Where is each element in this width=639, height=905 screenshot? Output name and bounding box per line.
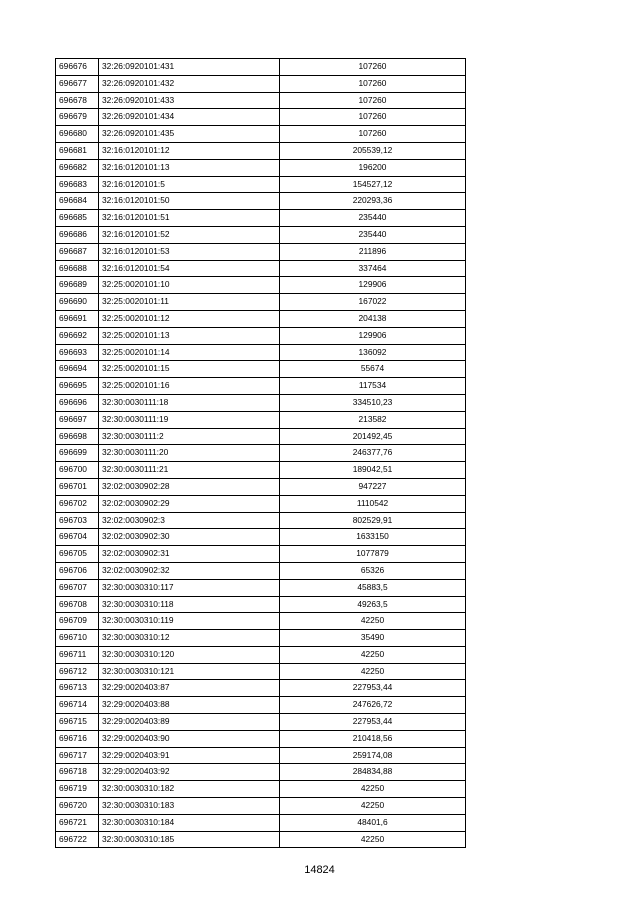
cadastral-number-cell: 32:29:0020403:91 <box>99 747 280 764</box>
cadastral-number-cell: 32:02:0030902:30 <box>99 529 280 546</box>
cadastral-value-cell: 1077879 <box>280 546 466 563</box>
table-row <box>56 243 466 260</box>
cadastral-number-cell: 32:02:0030902:3 <box>99 512 280 529</box>
cadastral-number-cell: 32:30:0030310:121 <box>99 663 280 680</box>
cadastral-number-cell: 32:16:0120101:5 <box>99 176 280 193</box>
cadastral-number-cell: 32:16:0120101:52 <box>99 226 280 243</box>
table-row <box>56 294 466 311</box>
cadastral-value-cell: 204138 <box>280 310 466 327</box>
cadastral-value-cell: 247626,72 <box>280 697 466 714</box>
cadastral-value-cell: 42250 <box>280 831 466 848</box>
cadastral-value-cell: 227953,44 <box>280 680 466 697</box>
row-id-cell: 696685 <box>56 210 99 227</box>
table-row <box>56 764 466 781</box>
cadastral-value-cell: 1633150 <box>280 529 466 546</box>
row-id-cell: 696718 <box>56 764 99 781</box>
cadastral-number-cell: 32:30:0030310:185 <box>99 831 280 848</box>
table-row <box>56 277 466 294</box>
cadastral-value-cell: 49263,5 <box>280 596 466 613</box>
table-row <box>56 613 466 630</box>
cadastral-number-cell: 32:25:0020101:15 <box>99 361 280 378</box>
row-id-cell: 696702 <box>56 495 99 512</box>
cadastral-value-cell: 107260 <box>280 92 466 109</box>
cadastral-number-cell: 32:26:0920101:434 <box>99 109 280 126</box>
cadastral-number-cell: 32:30:0030310:117 <box>99 579 280 596</box>
row-id-cell: 696705 <box>56 546 99 563</box>
cadastral-value-cell: 42250 <box>280 798 466 815</box>
table-row <box>56 512 466 529</box>
row-id-cell: 696722 <box>56 831 99 848</box>
cadastral-value-cell: 259174,08 <box>280 747 466 764</box>
table-row <box>56 260 466 277</box>
cadastral-value-cell: 211896 <box>280 243 466 260</box>
cadastral-value-cell: 129906 <box>280 277 466 294</box>
cadastral-value-cell: 35490 <box>280 630 466 647</box>
row-id-cell: 696719 <box>56 781 99 798</box>
row-id-cell: 696708 <box>56 596 99 613</box>
cadastral-number-cell: 32:30:0030310:118 <box>99 596 280 613</box>
row-id-cell: 696684 <box>56 193 99 210</box>
table-row <box>56 529 466 546</box>
cadastral-number-cell: 32:30:0030111:20 <box>99 445 280 462</box>
row-id-cell: 696721 <box>56 814 99 831</box>
cadastral-value-cell: 107260 <box>280 126 466 143</box>
cadastral-value-cell: 220293,36 <box>280 193 466 210</box>
cadastral-value-cell: 136092 <box>280 344 466 361</box>
cadastral-number-cell: 32:25:0020101:13 <box>99 327 280 344</box>
table-row <box>56 646 466 663</box>
row-id-cell: 696679 <box>56 109 99 126</box>
cadastral-value-cell: 129906 <box>280 327 466 344</box>
cadastral-number-cell: 32:02:0030902:29 <box>99 495 280 512</box>
cadastral-value-cell: 107260 <box>280 59 466 76</box>
row-id-cell: 696715 <box>56 714 99 731</box>
table-row <box>56 663 466 680</box>
cadastral-number-cell: 32:30:0030310:12 <box>99 630 280 647</box>
row-id-cell: 696710 <box>56 630 99 647</box>
cadastral-number-cell: 32:16:0120101:13 <box>99 159 280 176</box>
table-row <box>56 781 466 798</box>
cadastral-value-cell: 42250 <box>280 613 466 630</box>
row-id-cell: 696703 <box>56 512 99 529</box>
row-id-cell: 696699 <box>56 445 99 462</box>
table-row <box>56 344 466 361</box>
table-row <box>56 159 466 176</box>
cadastral-number-cell: 32:25:0020101:12 <box>99 310 280 327</box>
cadastral-number-cell: 32:30:0030310:184 <box>99 814 280 831</box>
row-id-cell: 696691 <box>56 310 99 327</box>
row-id-cell: 696717 <box>56 747 99 764</box>
row-id-cell: 696680 <box>56 126 99 143</box>
table-row <box>56 462 466 479</box>
table-row <box>56 546 466 563</box>
row-id-cell: 696681 <box>56 142 99 159</box>
table-row <box>56 495 466 512</box>
table-row <box>56 126 466 143</box>
row-id-cell: 696720 <box>56 798 99 815</box>
row-id-cell: 696711 <box>56 646 99 663</box>
table-row <box>56 478 466 495</box>
row-id-cell: 696677 <box>56 75 99 92</box>
cadastral-value-cell: 205539,12 <box>280 142 466 159</box>
table-row <box>56 361 466 378</box>
row-id-cell: 696687 <box>56 243 99 260</box>
table-row <box>56 59 466 76</box>
table-row <box>56 310 466 327</box>
cadastral-number-cell: 32:16:0120101:53 <box>99 243 280 260</box>
cadastral-value-cell: 802529,91 <box>280 512 466 529</box>
cadastral-number-cell: 32:02:0030902:28 <box>99 478 280 495</box>
cadastral-value-cell: 201492,45 <box>280 428 466 445</box>
cadastral-value-cell: 284834,88 <box>280 764 466 781</box>
cadastral-number-cell: 32:30:0030310:119 <box>99 613 280 630</box>
cadastral-value-cell: 334510,23 <box>280 394 466 411</box>
row-id-cell: 696701 <box>56 478 99 495</box>
table-row <box>56 445 466 462</box>
row-id-cell: 696706 <box>56 562 99 579</box>
cadastral-value-cell: 337464 <box>280 260 466 277</box>
cadastral-number-cell: 32:25:0020101:16 <box>99 378 280 395</box>
cadastral-number-cell: 32:26:0920101:431 <box>99 59 280 76</box>
cadastral-number-cell: 32:29:0020403:89 <box>99 714 280 731</box>
cadastral-value-cell: 947227 <box>280 478 466 495</box>
cadastral-value-cell: 117534 <box>280 378 466 395</box>
table-row <box>56 109 466 126</box>
cadastral-number-cell: 32:29:0020403:88 <box>99 697 280 714</box>
cadastral-value-cell: 235440 <box>280 226 466 243</box>
row-id-cell: 696689 <box>56 277 99 294</box>
cadastral-value-cell: 154527,12 <box>280 176 466 193</box>
table-row <box>56 142 466 159</box>
cadastral-value-cell: 210418,56 <box>280 730 466 747</box>
cadastral-value-cell: 227953,44 <box>280 714 466 731</box>
cadastral-number-cell: 32:29:0020403:87 <box>99 680 280 697</box>
cadastral-value-cell: 45883,5 <box>280 579 466 596</box>
cadastral-number-cell: 32:30:0030310:120 <box>99 646 280 663</box>
cadastral-value-cell: 48401,6 <box>280 814 466 831</box>
cadastral-number-cell: 32:26:0920101:433 <box>99 92 280 109</box>
cadastral-number-cell: 32:30:0030111:2 <box>99 428 280 445</box>
row-id-cell: 696682 <box>56 159 99 176</box>
cadastral-number-cell: 32:30:0030310:182 <box>99 781 280 798</box>
row-id-cell: 696692 <box>56 327 99 344</box>
table-row <box>56 814 466 831</box>
row-id-cell: 696716 <box>56 730 99 747</box>
cadastral-number-cell: 32:16:0120101:12 <box>99 142 280 159</box>
cadastral-number-cell: 32:25:0020101:14 <box>99 344 280 361</box>
cadastral-number-cell: 32:29:0020403:92 <box>99 764 280 781</box>
cadastral-number-cell: 32:25:0020101:11 <box>99 294 280 311</box>
table-row <box>56 411 466 428</box>
cadastral-number-cell: 32:30:0030111:19 <box>99 411 280 428</box>
table-row <box>56 697 466 714</box>
table-row <box>56 75 466 92</box>
row-id-cell: 696690 <box>56 294 99 311</box>
table-row <box>56 714 466 731</box>
row-id-cell: 696696 <box>56 394 99 411</box>
table-row <box>56 680 466 697</box>
row-id-cell: 696686 <box>56 226 99 243</box>
row-id-cell: 696688 <box>56 260 99 277</box>
table-row <box>56 562 466 579</box>
page-number: 14824 <box>304 864 335 876</box>
cadastral-value-table <box>55 58 466 848</box>
row-id-cell: 696704 <box>56 529 99 546</box>
table-row <box>56 210 466 227</box>
row-id-cell: 696693 <box>56 344 99 361</box>
cadastral-value-cell: 196200 <box>280 159 466 176</box>
table-row <box>56 579 466 596</box>
row-id-cell: 696700 <box>56 462 99 479</box>
row-id-cell: 696712 <box>56 663 99 680</box>
table-row <box>56 428 466 445</box>
table-row <box>56 226 466 243</box>
cadastral-number-cell: 32:02:0030902:31 <box>99 546 280 563</box>
row-id-cell: 696676 <box>56 59 99 76</box>
row-id-cell: 696707 <box>56 579 99 596</box>
table-row <box>56 831 466 848</box>
table-row <box>56 798 466 815</box>
cadastral-value-cell: 65326 <box>280 562 466 579</box>
table-row <box>56 327 466 344</box>
cadastral-value-cell: 42250 <box>280 781 466 798</box>
cadastral-number-cell: 32:16:0120101:54 <box>99 260 280 277</box>
cadastral-value-cell: 235440 <box>280 210 466 227</box>
cadastral-number-cell: 32:29:0020403:90 <box>99 730 280 747</box>
cadastral-number-cell: 32:16:0120101:51 <box>99 210 280 227</box>
cadastral-number-cell: 32:30:0030111:21 <box>99 462 280 479</box>
row-id-cell: 696694 <box>56 361 99 378</box>
table-row <box>56 596 466 613</box>
table-row <box>56 92 466 109</box>
table-row <box>56 176 466 193</box>
cadastral-value-cell: 189042,51 <box>280 462 466 479</box>
row-id-cell: 696709 <box>56 613 99 630</box>
cadastral-value-cell: 107260 <box>280 75 466 92</box>
row-id-cell: 696697 <box>56 411 99 428</box>
cadastral-number-cell: 32:16:0120101:50 <box>99 193 280 210</box>
cadastral-number-cell: 32:25:0020101:10 <box>99 277 280 294</box>
table-row <box>56 394 466 411</box>
cadastral-value-cell: 42250 <box>280 663 466 680</box>
table-row <box>56 378 466 395</box>
cadastral-value-cell: 55674 <box>280 361 466 378</box>
cadastral-value-cell: 246377,76 <box>280 445 466 462</box>
table-row <box>56 193 466 210</box>
cadastral-number-cell: 32:30:0030310:183 <box>99 798 280 815</box>
table-row <box>56 730 466 747</box>
row-id-cell: 696698 <box>56 428 99 445</box>
table-row <box>56 747 466 764</box>
row-id-cell: 696714 <box>56 697 99 714</box>
cadastral-value-cell: 167022 <box>280 294 466 311</box>
table-body <box>56 59 466 848</box>
cadastral-value-cell: 42250 <box>280 646 466 663</box>
cadastral-value-cell: 1110542 <box>280 495 466 512</box>
cadastral-number-cell: 32:30:0030111:18 <box>99 394 280 411</box>
cadastral-number-cell: 32:26:0920101:435 <box>99 126 280 143</box>
cadastral-value-cell: 107260 <box>280 109 466 126</box>
row-id-cell: 696683 <box>56 176 99 193</box>
cadastral-value-cell: 213582 <box>280 411 466 428</box>
row-id-cell: 696713 <box>56 680 99 697</box>
row-id-cell: 696678 <box>56 92 99 109</box>
cadastral-number-cell: 32:26:0920101:432 <box>99 75 280 92</box>
row-id-cell: 696695 <box>56 378 99 395</box>
cadastral-number-cell: 32:02:0030902:32 <box>99 562 280 579</box>
table-row <box>56 630 466 647</box>
